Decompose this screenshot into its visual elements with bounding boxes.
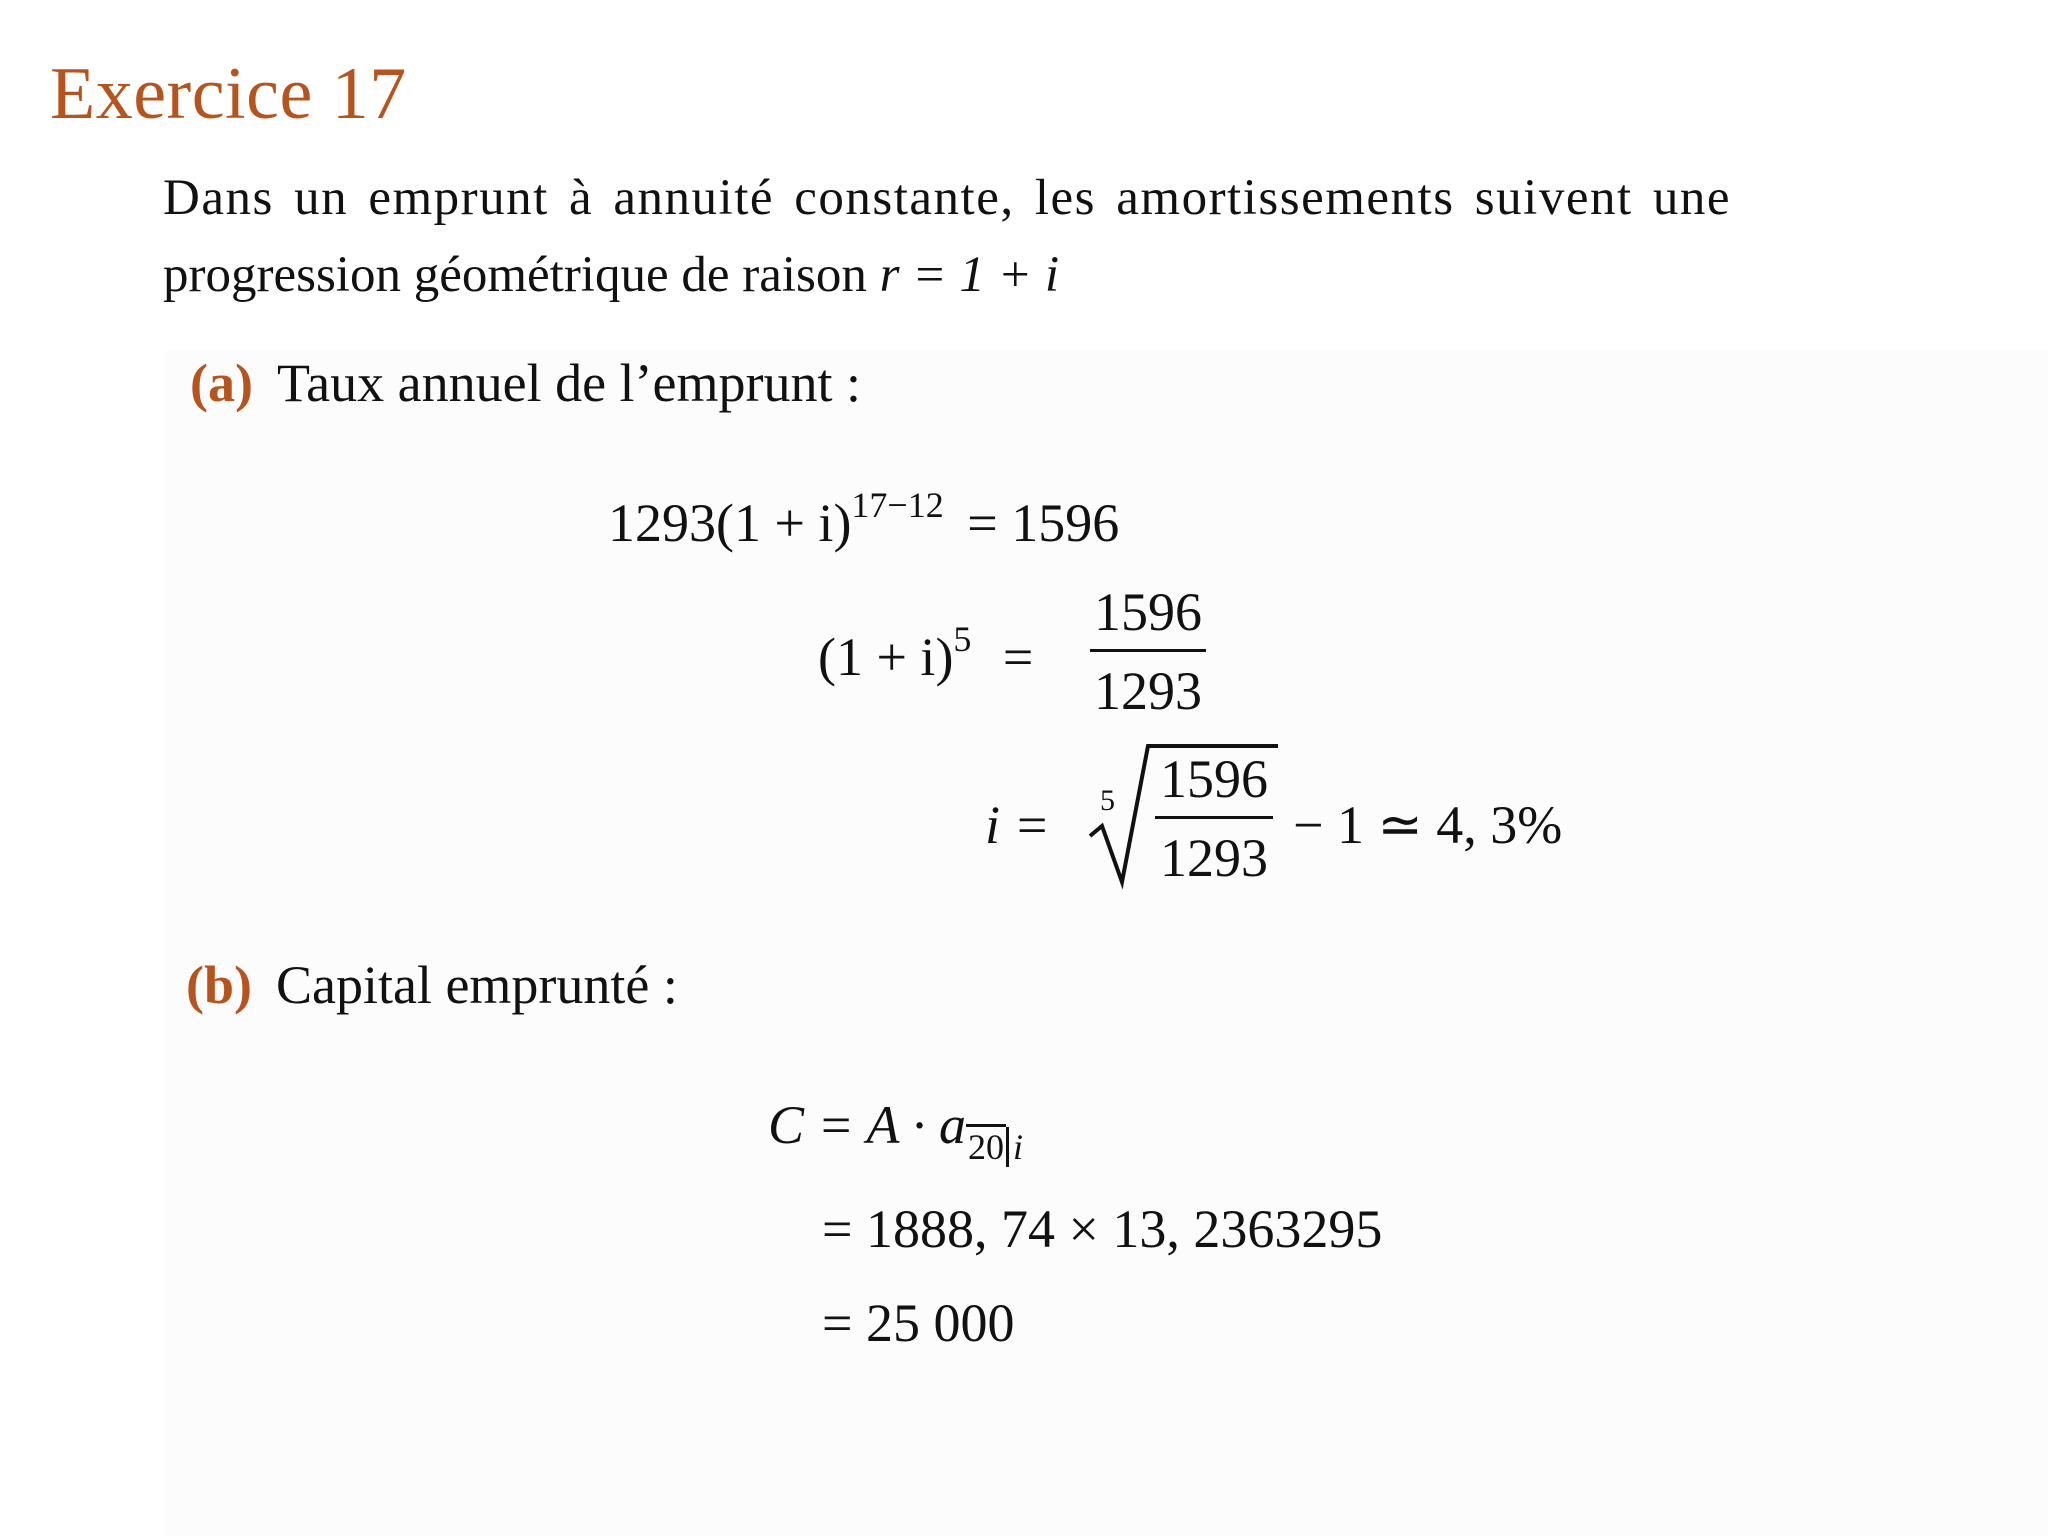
part-a-text: Taux annuel de l’emprunt :	[276, 353, 862, 413]
equation-a2-equals: =	[1002, 627, 1034, 687]
equation-a1-rhs: = 1596	[967, 493, 1120, 553]
intro-line-1: Dans un emprunt à annuité constante, les amortissements suivent une	[163, 170, 1732, 226]
equation-a1-exponent: 17−12	[851, 485, 944, 525]
part-a-heading	[190, 352, 861, 414]
annuity-rate: i	[1006, 1127, 1023, 1167]
equation-a3-lhs: i =	[985, 795, 1050, 855]
equation-a2-lhs: (1 + i)	[818, 627, 954, 687]
equation-b3: = 25 000	[822, 1293, 1015, 1353]
equation-a2-exponent: 5	[953, 619, 972, 659]
equation-a2-denominator: 1293	[1094, 661, 1202, 721]
fraction-bar	[1155, 816, 1273, 819]
part-b-heading	[186, 954, 678, 1016]
part-a-label: (a)	[190, 353, 253, 413]
equation-a3-denominator: 1293	[1160, 828, 1268, 888]
equation-b1	[768, 1095, 1024, 1167]
equation-a3-numerator: 1596	[1160, 749, 1268, 809]
equation-b2: = 1888, 74 × 13, 2363295	[822, 1199, 1383, 1259]
intro-paragraph	[163, 160, 1923, 314]
equation-b1-lhs: C = A · a	[768, 1095, 966, 1155]
equation-a2-numerator: 1596	[1094, 582, 1202, 642]
equation-a1-lhs: 1293(1 + i)	[608, 493, 852, 553]
annuity-duration: 20	[966, 1124, 1006, 1167]
intro-ratio-formula: r = 1 + i	[879, 247, 1059, 303]
equation-a2-fraction	[1090, 582, 1206, 721]
exercise-title: Exercice 17	[50, 53, 407, 135]
part-b-text: Capital emprunté :	[276, 955, 678, 1015]
equation-a3-fraction	[1155, 749, 1273, 888]
equation-a1	[608, 485, 1120, 553]
part-b-label: (b)	[186, 955, 252, 1015]
root-index: 5	[1100, 784, 1115, 817]
equation-a3-result: − 1 ≃ 4, 3%	[1293, 795, 1563, 855]
intro-line-2	[163, 237, 1923, 314]
equation-a2-lhs-group	[818, 619, 1034, 687]
fraction-bar	[1090, 649, 1206, 652]
intro-line-2-text: progression géométrique de raison	[163, 247, 867, 303]
